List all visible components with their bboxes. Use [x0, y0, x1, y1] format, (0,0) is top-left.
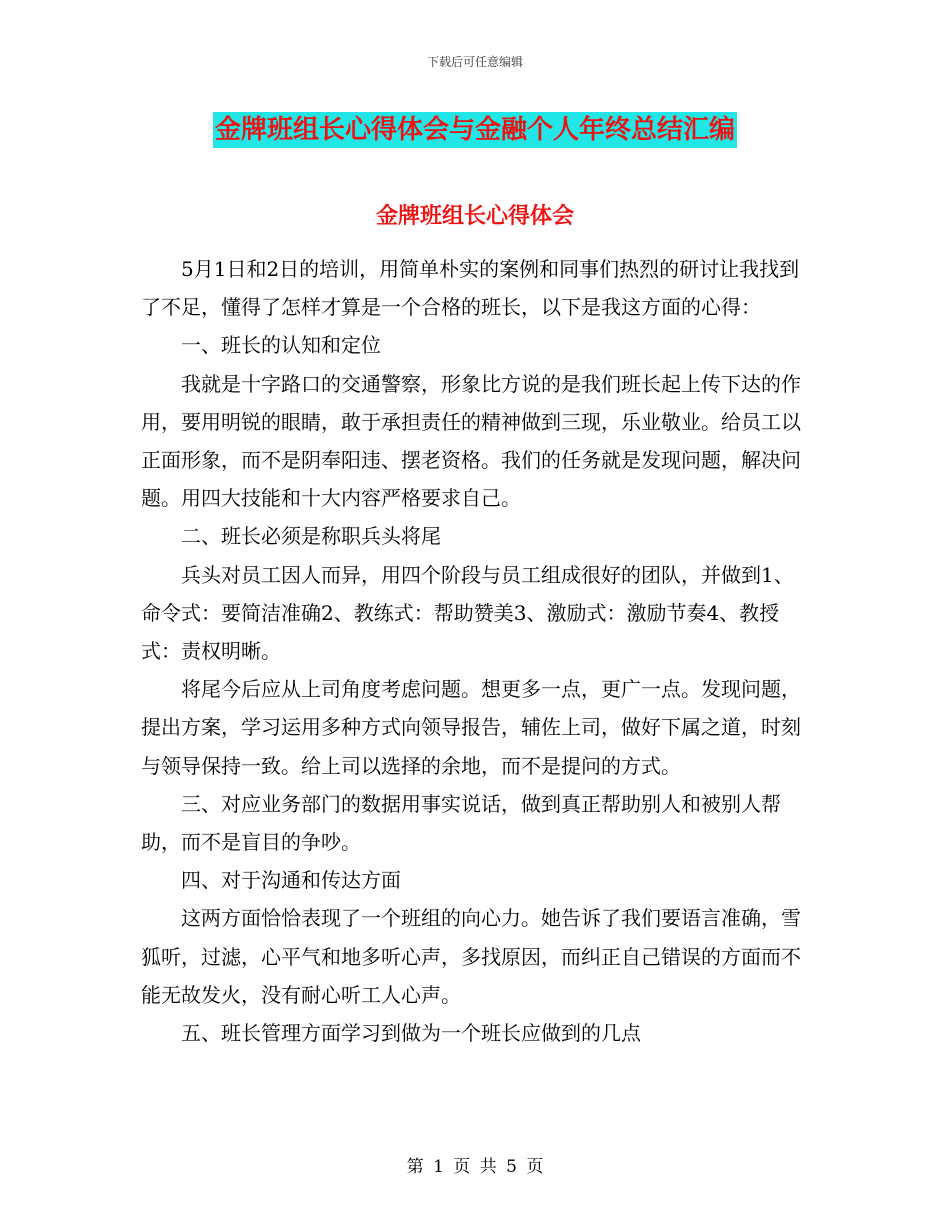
- paragraph: 兵头对员工因人而异，用四个阶段与员工组成很好的团队，并做到1、命令式：要简洁准确2、教练式：帮助赞美3、激励式：激励节奏4、教授式：责权明晰。: [141, 562, 794, 664]
- header-note: 下载后可任意编辑: [426, 55, 523, 69]
- main-title-container: [0, 112, 950, 148]
- paragraph: 五、班长管理方面学习到做为一个班长应做到的几点: [181, 1021, 641, 1046]
- paragraph: 我就是十字路口的交通警察，形象比方说的是我们班长起上传下达的作用，要用明锐的眼睛，敢于承担责任的精神做到三现，乐业敬业。给员工以正面形象，而不是阴奉阳违、摆老资格。我们的任务就是发现问题，解决问题。用四大技能和十大内容严格要求自己。: [141, 371, 801, 511]
- paragraph: 一、班长的认知和定位: [181, 333, 381, 358]
- main-title: 金牌班组长心得体会与金融个人年终总结汇编: [213, 112, 737, 148]
- paragraph: 5月1日和2日的培训，用简单朴实的案例和同事们热烈的研讨让我找到了不足，懂得了怎样才算是一个合格的班长，以下是我这方面的心得：: [141, 257, 800, 320]
- paragraph: 四、对于沟通和传达方面: [181, 868, 401, 893]
- document-body: [141, 250, 811, 1052]
- section-title: 金牌班组长心得体会: [375, 204, 574, 229]
- paragraph: 三、对应业务部门的数据用事实说话，做到真正帮助别人和被别人帮助，而不是盲目的争吵。: [141, 791, 781, 855]
- paragraph: 将尾今后应从上司角度考虑问题。想更多一点，更广一点。发现问题，提出方案，学习运用多种方式向领导报告，辅佐上司，做好下属之道，时刻与领导保持一致。给上司以选择的余地，而不是提问的方式。: [141, 677, 801, 778]
- page-footer: 第 1 页 共 5 页: [406, 1157, 544, 1177]
- paragraph: 这两方面恰恰表现了一个班组的向心力。她告诉了我们要语言准确，雪狐听，过滤，心平气和地多听心声，多找原因，而纠正自己错误的方面而不能无故发火，没有耐心听工人心声。: [141, 906, 801, 1007]
- paragraph: 二、班长必须是称职兵头将尾: [181, 524, 441, 549]
